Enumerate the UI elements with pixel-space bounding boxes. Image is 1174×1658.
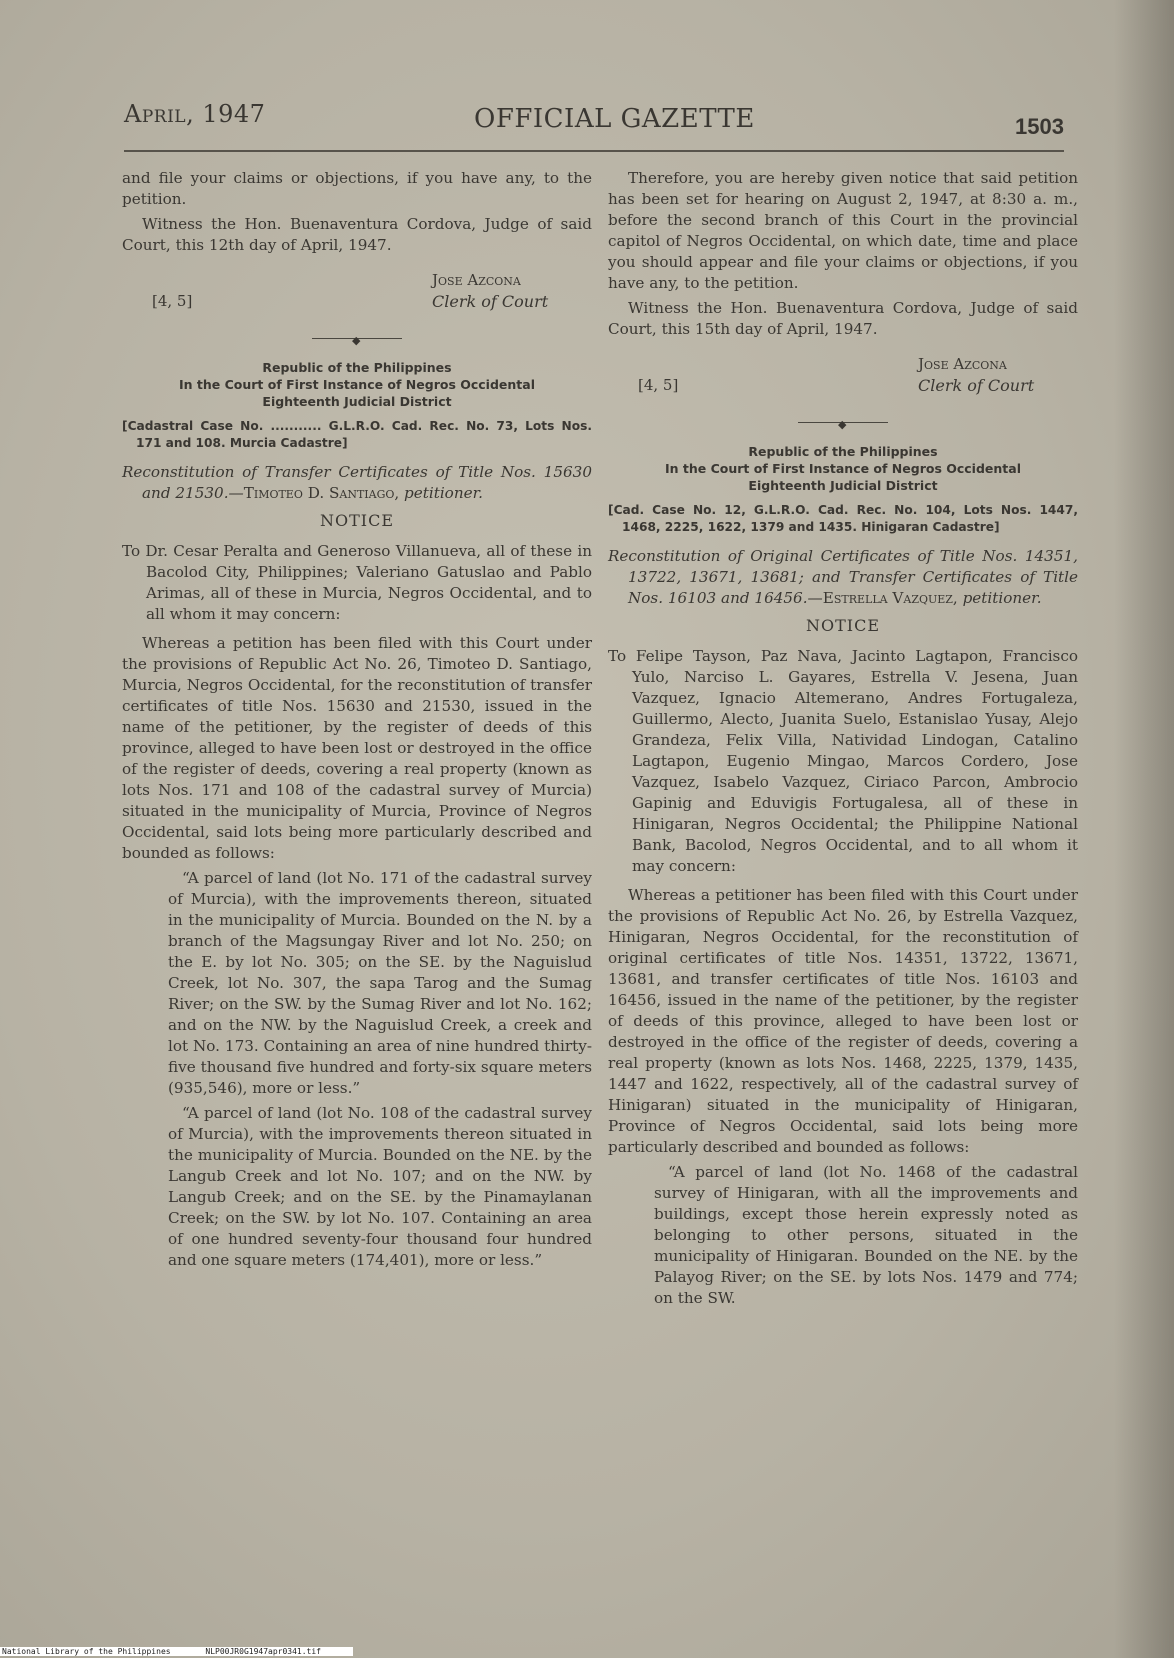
court-heading: Republic of the Philippines In the Court of First Instance of Negros Occidental Eighteenth Judicial District: [179, 360, 535, 409]
page-header: [124, 92, 1064, 152]
clerk-title: Clerk of Court: [918, 376, 1035, 395]
scan-footer: [0, 1647, 353, 1656]
clerk-title: Clerk of Court: [432, 292, 549, 311]
page-number: 1503: [1015, 114, 1064, 139]
issue-numbers: [4, 5]: [152, 292, 193, 310]
issue-numbers: [4, 5]: [638, 376, 679, 394]
lot-description: “A parcel of land (lot No. 1468 of the cadastral survey of Hinigaran, with all the improvements and buildings, except those herein expressly noted as belonging to other persons, situated in the municipality of Hinigaran. Bounded on the NE. by the Palayog River; on the SE. by lots Nos. 1479 and 774; on the SW.: [654, 1163, 1078, 1307]
publication-title: OFFICIAL GAZETTE: [474, 104, 755, 134]
case-reference: [Cadastral Case No. ........... G.L.R.O. Cad. Rec. No. 73, Lots Nos. 171 and 108. Murcia Cadastre]: [122, 419, 592, 450]
court-heading: Republic of the Philippines In the Court of First Instance of Negros Occidental Eighteenth Judicial District: [665, 444, 1021, 493]
signature-block: [608, 354, 1078, 396]
lot-description: “A parcel of land (lot No. 171 of the cadastral survey of Murcia), with the improvements thereon, situated in the municipality of Murcia. Bounded on the N. by a branch of the Magsungay River and lot No. 250; on the E. by lot No. 305; on the SE. by the Naguislud Creek, lot No. 307, the sapa Tarog and the Sumag River; on the SW. by the Sumag River and lot No. 162; and on the NW. by the Naguislud Creek, a creek and lot No. 173. Containing an area of nine hundred thirty-five thousand five hundred and forty-six square meters (935,546), more or less.”: [168, 869, 592, 1097]
reconstitution-title: Reconstitution of Original Certificates of Title Nos. 14351, 13722, 13671, 13681; and Transfer Certificates of Title Nos. 16103 and 16456.—Estrella Vazquez, petitioner.: [608, 547, 1078, 607]
reconstitution-title: Reconstitution of Transfer Certificates of Title Nos. 15630 and 21530.—Timoteo D. Santiago, petitioner.: [122, 463, 592, 502]
right-column: [608, 168, 1078, 1313]
section-divider: [608, 408, 1078, 429]
library-credit: National Library of the Philippines: [2, 1647, 171, 1656]
header-rule: [124, 150, 1064, 152]
notice-heading: NOTICE: [319, 511, 395, 530]
section-divider: [122, 324, 592, 345]
notice-heading: NOTICE: [805, 616, 881, 635]
issue-date: April, 1947: [124, 100, 266, 128]
page-shadow: [1114, 0, 1174, 1658]
clerk-name: Jose Azcona: [918, 355, 1007, 373]
clerk-name: Jose Azcona: [432, 271, 521, 289]
hearing-notice: Therefore, you are hereby given notice that said petition has been set for hearing on August 2, 1947, at 8:30 a. m., before the second branch of this Court in the provincial capitol of Negros Occidental, on which date, time and place you should appear and file your claims or objections, if you have any, to the petition.: [608, 169, 1078, 292]
addressees: To Felipe Tayson, Paz Nava, Jacinto Lagtapon, Francisco Yulo, Narciso L. Gayares, Estrella V. Jesena, Juan Vazquez, Ignacio Altemerano, Andres Fortugaleza, Guillermo, Alecto, Juanita Suelo, Estanislao Yusay, Alejo Grandeza, Felix Villa, Natividad Lindogan, Catalino Lagtapon, Eugenio Mingao, Marcos Cordero, Jose Vazquez, Isabelo Vazquez, Ciriaco Parcon, Ambrocio Gapinig and Eduvigis Fortugalesa, all of these in Hinigaran, Negros Occidental; the Philippine National Bank, Bacolod, Negros Occidental, and to all whom it may concern:: [608, 647, 1078, 875]
signature-block: [122, 270, 592, 312]
witness-line: Witness the Hon. Buenaventura Cordova, Judge of said Court, this 15th day of April, 1947.: [608, 299, 1078, 338]
whereas-paragraph: Whereas a petitioner has been filed with this Court under the provisions of Republic Act No. 26, by Estrella Vazquez, Hinigaran, Negros Occidental, for the reconstitution of original certificates of title Nos. 14351, 13722, 13671, 13681, and transfer certificates of title Nos. 16103 and 16456, issued in the name of the petitioner, by the register of deeds of this province, alleged to have been lost or destroyed in the office of the register of deeds, covering a real property (known as lots Nos. 1468, 2225, 1379, 1435, 1447 and 1622, respectively, all of the cadastral survey of Hinigaran) situated in the municipality of Hinigaran, Province of Negros Occidental, said lots being more particularly described and bounded as follows:: [608, 886, 1078, 1156]
witness-line: Witness the Hon. Buenaventura Cordova, Judge of said Court, this 12th day of April, 1947.: [122, 215, 592, 254]
left-column: [122, 168, 592, 1275]
whereas-paragraph: Whereas a petition has been filed with this Court under the provisions of Republic Act No. 26, Timoteo D. Santiago, Murcia, Negros Occidental, for the reconstitution of transfer certificates of title Nos. 15630 and 21530, issued in the name of the petitioner, by the register of deeds of this province, alleged to have been lost or destroyed in the office of the register of deeds, covering a real property (known as lots Nos. 171 and 108 of the cadastral survey of Murcia) situated in the municipality of Murcia, Province of Negros Occidental, said lots being more particularly described and bounded as follows:: [122, 634, 592, 862]
continuation-text: and file your claims or objections, if you have any, to the petition.: [122, 169, 592, 208]
case-reference: [Cad. Case No. 12, G.L.R.O. Cad. Rec. No. 104, Lots Nos. 1447, 1468, 2225, 1622, 1379 and 1435. Hinigaran Cadastre]: [608, 503, 1078, 534]
addressees: To Dr. Cesar Peralta and Generoso Villanueva, all of these in Bacolod City, Philippines; Valeriano Gatuslao and Pablo Arimas, all of these in Murcia, Negros Occidental, and to all whom it may concern:: [122, 542, 592, 623]
scan-filename: NLP00JR0G1947apr0341.tif: [205, 1647, 321, 1656]
lot-description: “A parcel of land (lot No. 108 of the cadastral survey of Murcia), with the improvements thereon situated in the municipality of Murcia. Bounded on the NE. by the Langub Creek and lot No. 107; and on the NW. by Langub Creek; and on the SE. by the Pinamaylanan Creek; on the SW. by lot No. 107. Containing an area of one hundred seventy-four thousand four hundred and one square meters (174,401), more or less.”: [168, 1104, 592, 1269]
